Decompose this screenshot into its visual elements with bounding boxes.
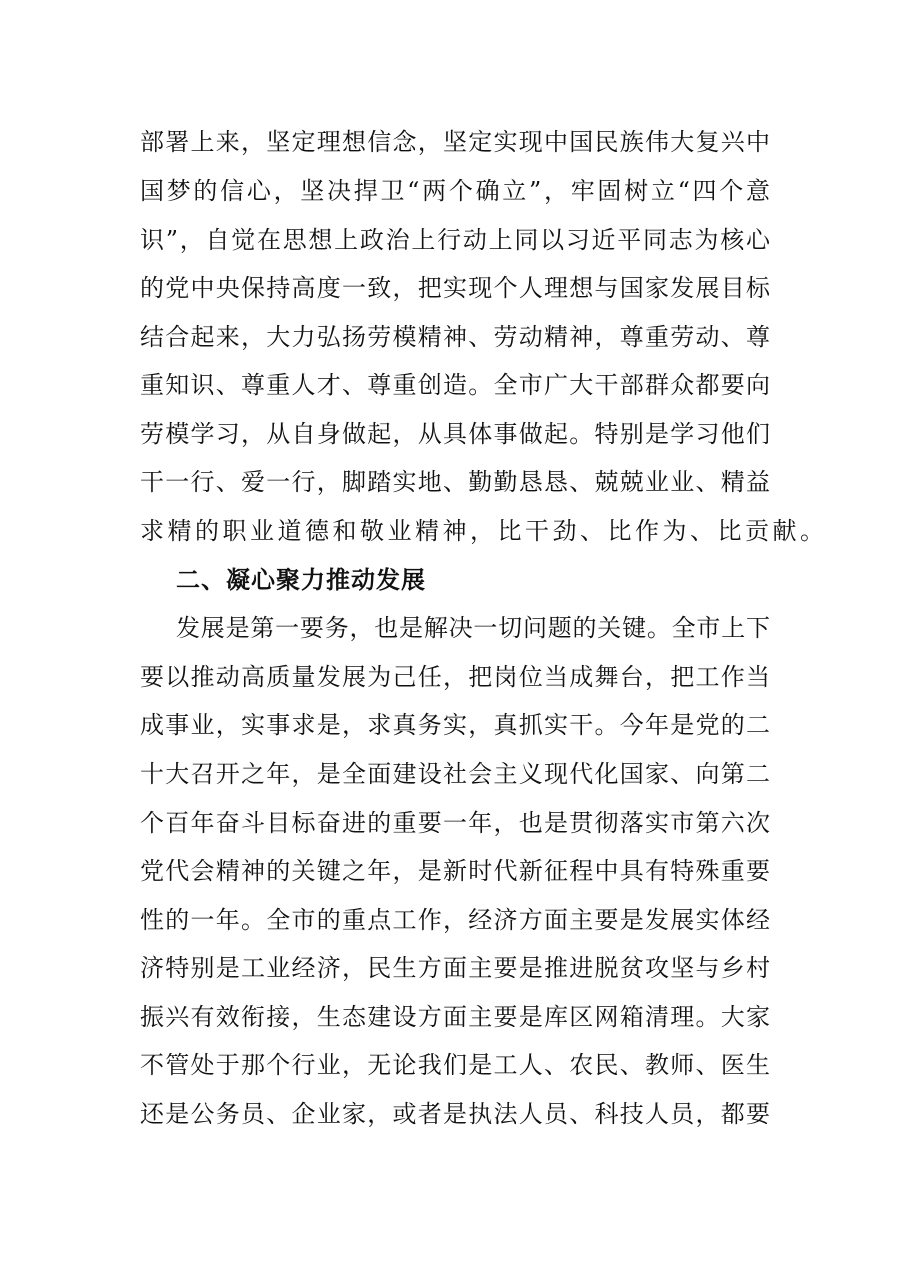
- paragraph-line: 干一行、爱一行，脚踏实地、勤勤恳恳、兢兢业业、精益: [140, 468, 770, 496]
- paragraph-line: 济特别是工业经济，民生方面主要是推进脱贫攻坚与乡村: [140, 954, 770, 982]
- paragraph-line: 成事业，实事求是，求真务实，真抓实干。今年是党的二: [140, 711, 770, 739]
- paragraph-line: 个百年奋斗目标奋进的重要一年，也是贯彻落实市第六次: [140, 809, 770, 837]
- paragraph-line: 国梦的信心，坚决捍卫“两个确立”，牢固树立“四个意: [140, 177, 770, 205]
- section-heading: 二、凝心聚力推动发展: [176, 566, 426, 594]
- paragraph-line: 求精的职业道德和敬业精神，比干劲、比作为、比贡献。: [140, 517, 828, 545]
- paragraph-line: 不管处于那个行业，无论我们是工人、农民、教师、医生: [140, 1051, 770, 1079]
- paragraph-line: 十大召开之年，是全面建设社会主义现代化国家、向第二: [140, 760, 770, 788]
- paragraph-line: 还是公务员、企业家，或者是执法人员、科技人员，都要: [140, 1100, 770, 1128]
- paragraph-line: 重知识、尊重人才、尊重创造。全市广大干部群众都要向: [140, 371, 770, 399]
- paragraph-line: 性的一年。全市的重点工作，经济方面主要是发展实体经: [140, 906, 770, 934]
- paragraph-line: 识”，自觉在思想上政治上行动上同以习近平同志为核心: [140, 226, 770, 254]
- paragraph-line: 振兴有效衔接，生态建设方面主要是库区网箱清理。大家: [140, 1003, 770, 1031]
- paragraph-line: 结合起来，大力弘扬劳模精神、劳动精神，尊重劳动、尊: [140, 323, 770, 351]
- paragraph-line: 的党中央保持高度一致，把实现个人理想与国家发展目标: [140, 274, 770, 302]
- paragraph-line: 党代会精神的关键之年，是新时代新征程中具有特殊重要: [140, 857, 770, 885]
- paragraph-line: 部署上来，坚定理想信念，坚定实现中国民族伟大复兴中: [140, 128, 770, 156]
- paragraph-line: 劳模学习，从自身做起，从具体事做起。特别是学习他们: [140, 420, 770, 448]
- paragraph-line: 发展是第一要务，也是解决一切问题的关键。全市上下: [176, 614, 770, 642]
- paragraph-line: 要以推动高质量发展为己任，把岗位当成舞台，把工作当: [140, 663, 770, 691]
